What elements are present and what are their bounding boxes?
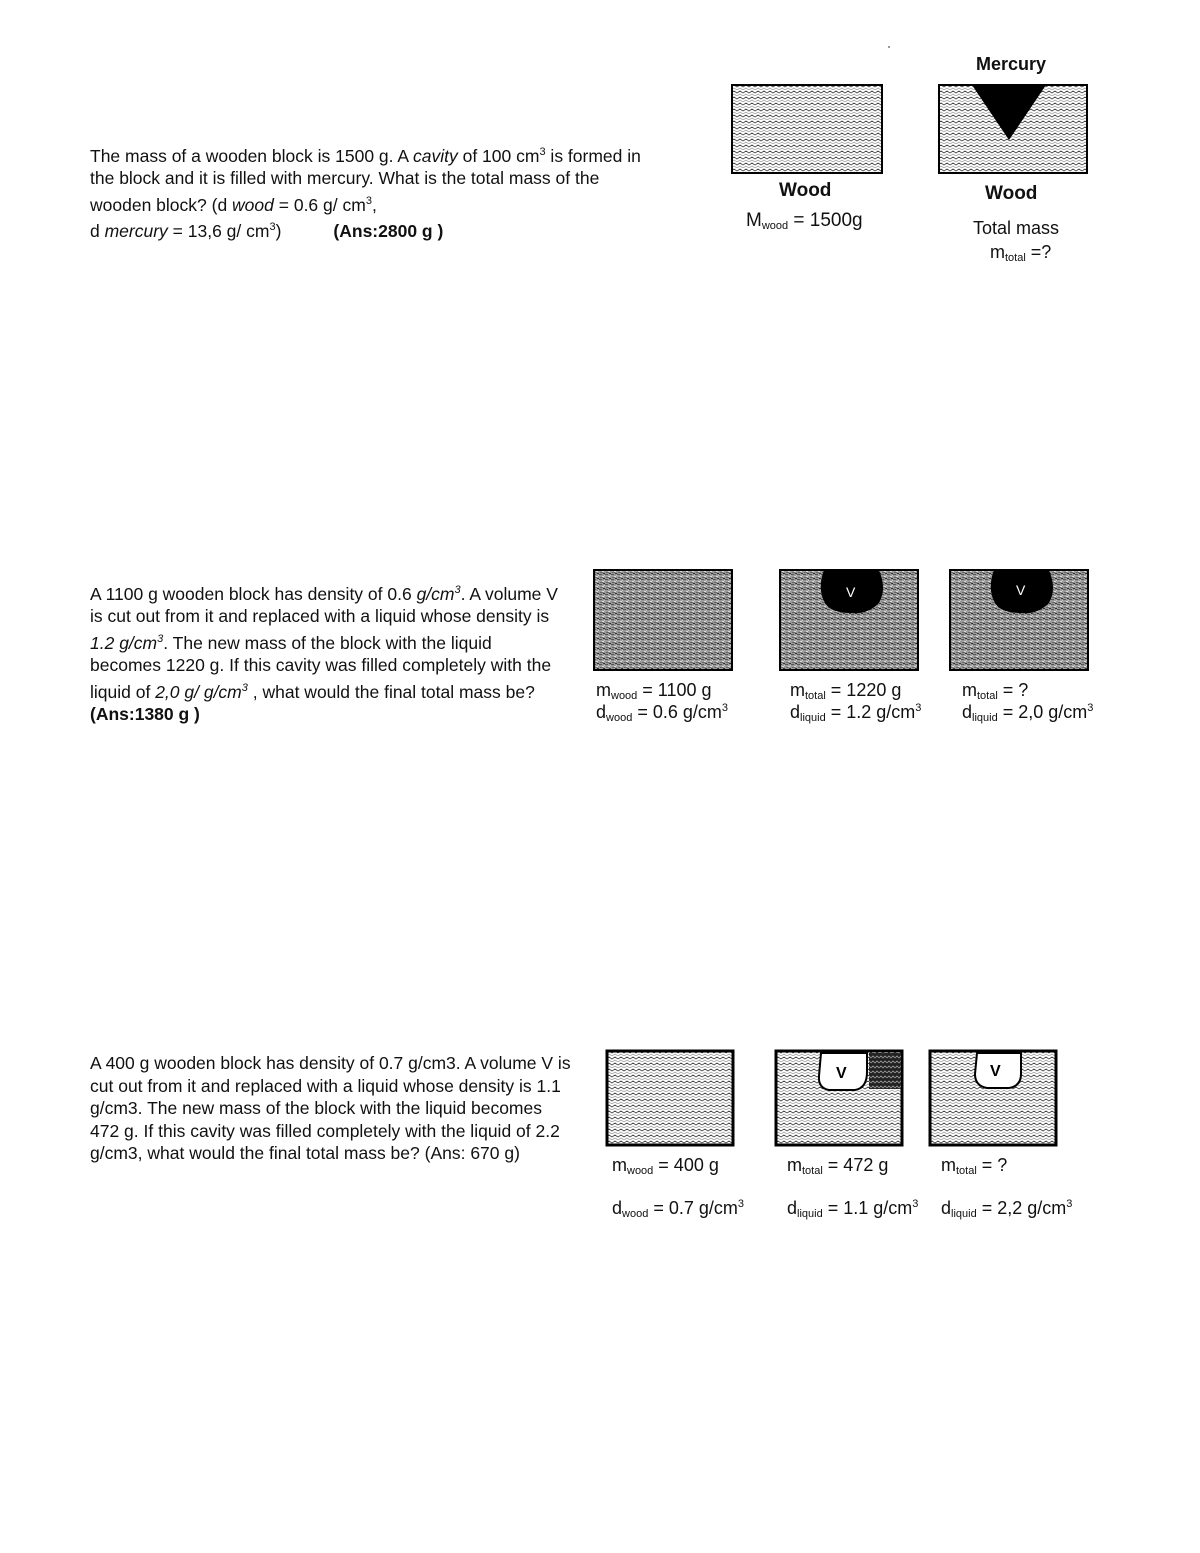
density-value: = 1.2 g/cm <box>825 702 916 722</box>
mass-value: = 400 g <box>653 1155 719 1175</box>
wood-caption-1: Wood <box>779 180 832 201</box>
density-var: d <box>941 1198 952 1218</box>
text-segment: , what would the final total mass be? <box>247 681 535 702</box>
density-value: = 2,0 g/cm <box>997 702 1088 722</box>
mass-value: = ? <box>976 1155 1008 1175</box>
density-sub: liquid <box>972 712 998 724</box>
text-segment: A 1100 g wooden block has density of 0.6 <box>90 583 417 604</box>
label-3c-density <box>941 1198 1072 1220</box>
density-sub: liquid <box>797 1208 823 1220</box>
wood-block-mercury <box>938 84 1088 174</box>
text-segment: ) <box>275 220 282 241</box>
wood-mass-label <box>746 210 863 232</box>
total-mass-label: Total mass <box>973 218 1060 238</box>
superscript: 3 <box>269 221 276 234</box>
problem-2-text <box>90 579 560 725</box>
total-mass-value <box>990 242 1051 264</box>
cavity-label: V <box>990 1063 1001 1080</box>
mass-sub: wood <box>611 690 638 702</box>
superscript: 3 <box>365 194 372 207</box>
text-segment: of 100 cm <box>457 145 540 166</box>
superscript: 3 <box>737 1198 744 1210</box>
mass-var: m <box>790 680 805 700</box>
superscript: 3 <box>912 1198 919 1210</box>
mass-value: =? <box>1025 242 1052 262</box>
mass-sub: wood <box>761 220 789 232</box>
superscript: 3 <box>241 681 248 694</box>
density-var: d <box>596 702 607 722</box>
cavity-label: V <box>1016 582 1026 598</box>
label-3c-mass <box>941 1155 1007 1177</box>
density-var: d <box>787 1198 798 1218</box>
label-2c-density <box>962 702 1093 724</box>
mass-var: m <box>596 680 611 700</box>
superscript: 3 <box>1066 1198 1073 1210</box>
superscript: 3 <box>915 702 922 714</box>
text-segment: = 0.6 g/ cm <box>273 194 366 215</box>
mass-sub: total <box>1005 252 1026 264</box>
density-sub: wood <box>606 712 633 724</box>
mass-value: = 1500g <box>788 210 863 231</box>
mass-sub: total <box>805 690 826 702</box>
label-3b-density <box>787 1198 918 1220</box>
block-3c <box>929 1050 1057 1146</box>
mass-value: = 472 g <box>822 1155 889 1175</box>
text-segment: , <box>371 194 377 215</box>
cavity-label: V <box>836 1065 847 1082</box>
superscript: 3 <box>721 702 728 714</box>
block-3a <box>606 1050 734 1146</box>
density-value: = 2,2 g/cm <box>976 1198 1067 1218</box>
cavity-label: V <box>846 584 856 600</box>
density-var: d <box>612 1198 623 1218</box>
density-sub: liquid <box>800 712 826 724</box>
text-segment: The mass of a wooden block is 1500 g. A <box>90 145 413 166</box>
block-3b <box>775 1050 903 1146</box>
superscript: 3 <box>539 146 546 158</box>
label-2a-density <box>596 702 728 724</box>
text-italic: g/cm <box>416 583 455 604</box>
mass-var: m <box>941 1155 956 1175</box>
text-italic: 2,0 g/ g/cm <box>155 681 242 702</box>
text-segment: . A volume V is cut out from it and replaced with a liquid whose density is <box>90 583 558 627</box>
mass-sub: total <box>977 690 998 702</box>
superscript: 3 <box>454 584 461 596</box>
dark-corner <box>869 1053 901 1089</box>
text-segment: d <box>90 220 105 241</box>
problem-1-text <box>90 141 650 242</box>
text-segment: is formed in the block and it is filled with mercury. What is the total mass of the wooden block? (d <box>90 145 641 215</box>
text-segment: = 13,6 g/ cm <box>167 220 270 241</box>
mercury-label: Mercury <box>976 54 1047 74</box>
label-3b-mass <box>787 1155 888 1177</box>
text-italic: mercury <box>104 220 168 241</box>
answer: (Ans:2800 g ) <box>333 220 444 241</box>
wood-caption-2: Wood <box>985 183 1038 204</box>
block-2c <box>949 569 1089 671</box>
density-value: = 1.1 g/cm <box>822 1198 913 1218</box>
density-value: = 0.7 g/cm <box>648 1198 738 1218</box>
density-var: d <box>790 702 801 722</box>
mass-sub: total <box>956 1165 977 1177</box>
mass-var: m <box>787 1155 802 1175</box>
answer: (Ans:1380 g ) <box>90 703 200 724</box>
wood-block-1 <box>731 84 883 174</box>
label-2a-mass <box>596 680 712 702</box>
mass-var: m <box>962 680 977 700</box>
block-2b <box>779 569 919 671</box>
text-italic: wood <box>232 194 274 215</box>
scan-speck <box>888 46 890 48</box>
mass-var: m <box>612 1155 627 1175</box>
density-value: = 0.6 g/cm <box>632 702 722 722</box>
mass-var: M <box>746 210 762 231</box>
text-segment: . The new mass of the block with the liquid becomes 1220 g. If this cavity was filled completely with the liquid of <box>90 632 552 702</box>
label-3a-mass <box>612 1155 719 1177</box>
mass-value: = 1100 g <box>637 680 712 700</box>
block-2a <box>593 569 733 671</box>
superscript: 3 <box>157 632 164 645</box>
density-var: d <box>962 702 973 722</box>
text-italic: cavity <box>412 145 458 166</box>
mass-sub: total <box>802 1165 823 1177</box>
density-sub: liquid <box>951 1208 977 1220</box>
mass-value: = 1220 g <box>825 680 902 700</box>
label-2b-mass <box>790 680 901 702</box>
density-sub: wood <box>622 1208 649 1220</box>
mass-var: m <box>990 242 1005 262</box>
mass-sub: wood <box>627 1165 654 1177</box>
text-italic: 1.2 g/cm <box>90 632 158 653</box>
superscript: 3 <box>1087 702 1094 714</box>
label-3a-density <box>612 1198 744 1220</box>
label-2c-mass <box>962 680 1028 702</box>
mass-value: = ? <box>997 680 1029 700</box>
problem-3-text: A 400 g wooden block has density of 0.7 g/cm3. A volume V is cut out from it and replaced with a liquid whose density is 1.1 g/cm3. The new mass of the block with the liquid becomes 472 g. If this cavity was filled completely with the liquid of 2.2 g/cm3, what would the final total mass be? (Ans: 670 g) <box>90 1053 571 1163</box>
label-2b-density <box>790 702 921 724</box>
